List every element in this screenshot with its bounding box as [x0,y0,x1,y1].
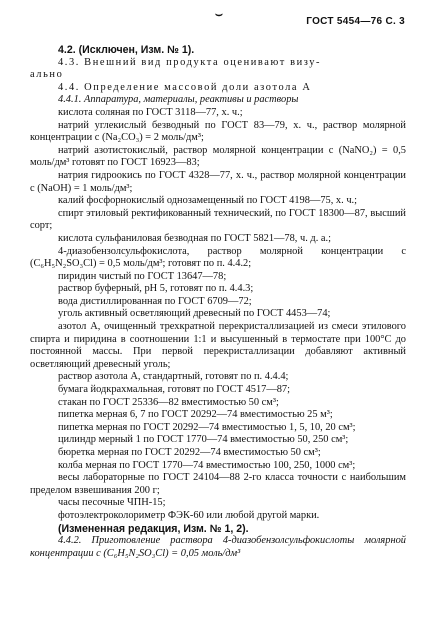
line-21: пипетка мерная 6, 7 по ГОСТ 20292—74 вместимостью 25 м³; [58,409,333,421]
line-20: стакан по ГОСТ 25336—82 вместимостью 50 см³; [58,396,279,408]
line-1: 4.3. Внешний вид продукта оценивают визу- [58,56,322,68]
line-6: натрий углекислый безводный по ГОСТ 83—79, х. ч., раствор молярной концентрации с (Na₂CO₃) = 2 моль/дм³; [30,119,406,144]
line-24: бюретка мерная по ГОСТ 20292—74 вместимостью 50 см³; [58,447,321,458]
line-30: 4.4.2. Приготовление раствора 4-диазобензолсульфокислоты молярной концентрации с (C₆H₅N₂SO₃Cl) = 0,05 моль/дм³ [30,535,406,559]
line-13: пиридин чистый по ГОСТ 13647—78; [58,270,227,282]
line-10: спирт этиловый ректификованный технический, по ГОСТ 18300—87, высший сорт; [30,207,406,232]
line-11: кислота сульфаниловая безводная по ГОСТ 5821—78, ч. д. а.; [58,232,332,244]
line-25: колба мерная по ГОСТ 1770—74 вместимостью 100, 250, 1000 см³; [58,459,356,471]
page-header: ГОСТ 5454—76 С. 3 [306,16,405,27]
line-15: вода дистиллированная по ГОСТ 6709—72; [58,295,252,307]
line-12: 4-диазобензолсульфокислота, раствор молярной концентрации с (C₆H₅N₂SO₃Cl) = 0,5 моль/дм³; готовят по п. 4.4.2; [30,245,406,270]
line-26: весы лабораторные по ГОСТ 24104—88 2-го класса точности с наибольшим пределом взвешивания 200 г; [30,472,406,496]
line-8: натрия гидроокись по ГОСТ 4328—77, х. ч., раствор молярной концентрации с (NaOH) = 1 моль/дм³; [30,169,406,194]
line-5: кислота соляная по ГОСТ 3118—77, х. ч.; [58,106,243,118]
line-7: натрий азотистокислый, раствор молярной концентрации с (NaNO₂) = 0,5 моль/дм³ готовят по ГОСТ 16923—83; [30,144,406,169]
page-mark: ⌣ [215,7,223,21]
line-2: ально [30,69,64,81]
line-4: 4.4.1. Аппаратура, материалы, реактивы и растворы [58,94,299,106]
line-17: азотол А, очищенный трехкратной перекристаллизацией из смеси этилового спирта и пиридина в соотношении 1:1 и высушенный в термостате при 100°С до постоянной массы. При первой перекристаллизации добавляют активный осветляющий древесный уголь; [30,321,406,370]
line-19: бумага йодкрахмальная, готовят по ГОСТ 4517—87; [58,384,291,396]
document-body [30,44,406,560]
line-14: раствор буферный, pH 5, готовят по п. 4.4.3; [58,283,254,295]
line-0: 4.2. (Исключен, Изм. № 1). [58,44,195,56]
line-28: фотоэлектроколориметр ФЭК-60 или любой другой марки. [58,509,320,521]
line-3: 4.4. Определение массовой доли азотола А [58,81,312,93]
line-23: цилиндр мерный 1 по ГОСТ 1770—74 вместимостью 50, 250 см³; [58,434,349,446]
line-9: калий фосфорнокислый однозамещенный по ГОСТ 4198—75, х. ч.; [58,195,358,207]
line-29: (Измененная редакция, Изм. № 1, 2). [58,522,249,535]
line-18: раствор азотола А, стандартный, готовят по п. 4.4.4; [58,371,289,383]
line-16: уголь активный осветляющий древесный по ГОСТ 4453—74; [58,308,331,320]
line-27: часы песочные ЧПН-15; [58,497,166,509]
line-22: пипетка мерная по ГОСТ 20292—74 вместимостью 1, 5, 10, 20 см³; [58,421,356,433]
